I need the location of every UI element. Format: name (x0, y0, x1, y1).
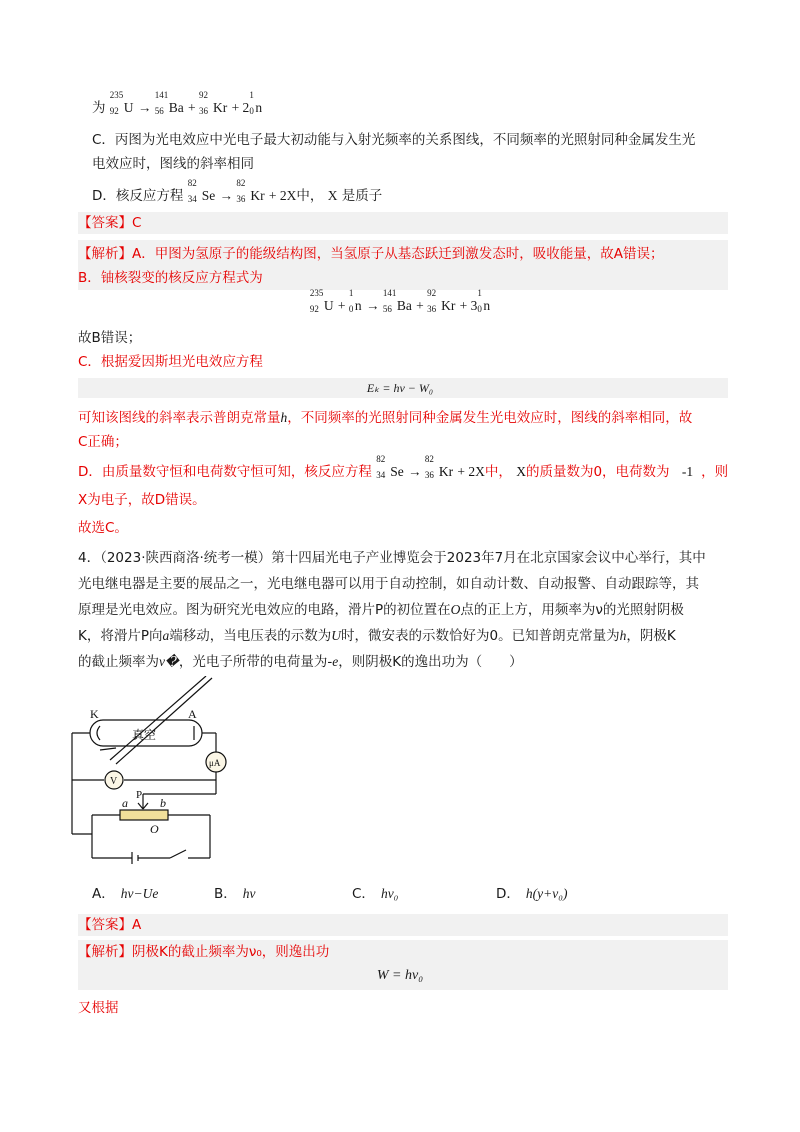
label-b-end: b (160, 796, 166, 810)
analysis-c-expl: 可知该图线的斜率表示普朗克常量h，不同频率的光照射同种金属发生光电效应时，图线的斜率相同，故 (78, 410, 693, 426)
switch (170, 850, 186, 858)
option-c-line1: C．丙图为光电效应中光电子最大初动能与入射光频率的关系图线，不同频率的光照射同种金属发生光 (92, 132, 696, 148)
light-beam-upper (116, 678, 212, 764)
q4-line5: 的截止频率为ν�，光电子所带的电荷量为-e，则阴极K的逸出功为（ ） (78, 654, 523, 670)
circuit-diagram (70, 676, 230, 868)
photoelectric-equation: Eₖ = hν − W₀ (366, 381, 434, 395)
answer-1: 【答案】C (78, 215, 142, 231)
q4-line4: K，将滑片P向a端移动，当电压表的示数为U时，微安表的示数恰好为0。已知普朗克常量为h，阴极K (78, 628, 676, 644)
answer-2: 【答案】A (78, 917, 142, 933)
option-d: D．核反应方程 82 34 Se → 82 36 Kr + 2X中， X 是质子 (92, 178, 383, 204)
q4-line3: 原理是光电效应。图为研究光电效应的电路，滑片P的初位置在O点的正上方，用频率为ν的光照射阴极 (78, 602, 684, 618)
q4-line2: 光电继电器是主要的展品之一，光电继电器可以用于自动控制，如自动计数、自动报警、自动跟踪等，其 (78, 576, 699, 592)
option-c-line2: 电效应时，图线的斜率相同 (92, 156, 254, 172)
option-c[interactable]: C． hν₀ (352, 886, 399, 902)
analysis-d: D．由质量数守恒和电荷数守恒可知，核反应方程 82 34 Se → 82 36 Kr + 2X中， X的质量数为0，电荷数为 -1 ，则 (78, 454, 729, 480)
label-ua: μA (209, 758, 221, 768)
option-b-tail: 为 235 92 U → 141 56 Ba + 92 36 Kr + 2 1 0 n (92, 90, 263, 116)
next-line: 又根据 (78, 1000, 119, 1016)
analysis-2: 【解析】阴极K的截止频率为ν₀，则逸出功 (78, 944, 330, 960)
choose-c: 故选C。 (78, 520, 128, 536)
analysis-a: 【解析】A．甲图为氢原子的能级结构图，当氢原子从基态跃迁到激发态时，吸收能量，故A错误； (78, 246, 664, 262)
answer-band-2 (78, 914, 728, 936)
cathode-k (97, 726, 100, 740)
b-wrong: 故B错误； (78, 330, 142, 346)
analysis-c: C．根据爱因斯坦光电效应方程 (78, 354, 263, 370)
option-a[interactable]: A． hν−Ue (92, 886, 159, 902)
analysis-b: B．铀核裂变的核反应方程式为 (78, 270, 263, 286)
answer-band (78, 212, 728, 234)
analysis-d-end: X为电子，故D错误。 (78, 492, 206, 508)
label-a-end: a (122, 796, 128, 810)
option-d-q4[interactable]: D． h(y+ν₀) (496, 886, 568, 902)
option-b[interactable]: B． hν (214, 886, 256, 902)
label-p: P (136, 789, 143, 801)
fission-equation: 235 92 U + 1 0 n → 141 56 Ba + 92 36 Kr + 3 1 0 n (309, 288, 491, 314)
analysis-c-correct: C正确； (78, 434, 128, 450)
label-o: O (150, 822, 159, 836)
label-vacuum: 真空 (132, 728, 157, 742)
work-function-equation: W = hν₀ (376, 968, 424, 983)
q4-line1: 4．（2023·陕西商洛·统考一模）第十四届光电子产业博览会于2023年7月在北京国家会议中心举行，其中 (78, 550, 706, 566)
label-a: A (188, 707, 197, 721)
light-arrow-head (100, 748, 116, 750)
rheostat (120, 810, 168, 820)
label-v: V (110, 776, 118, 787)
label-k: K (90, 707, 99, 721)
